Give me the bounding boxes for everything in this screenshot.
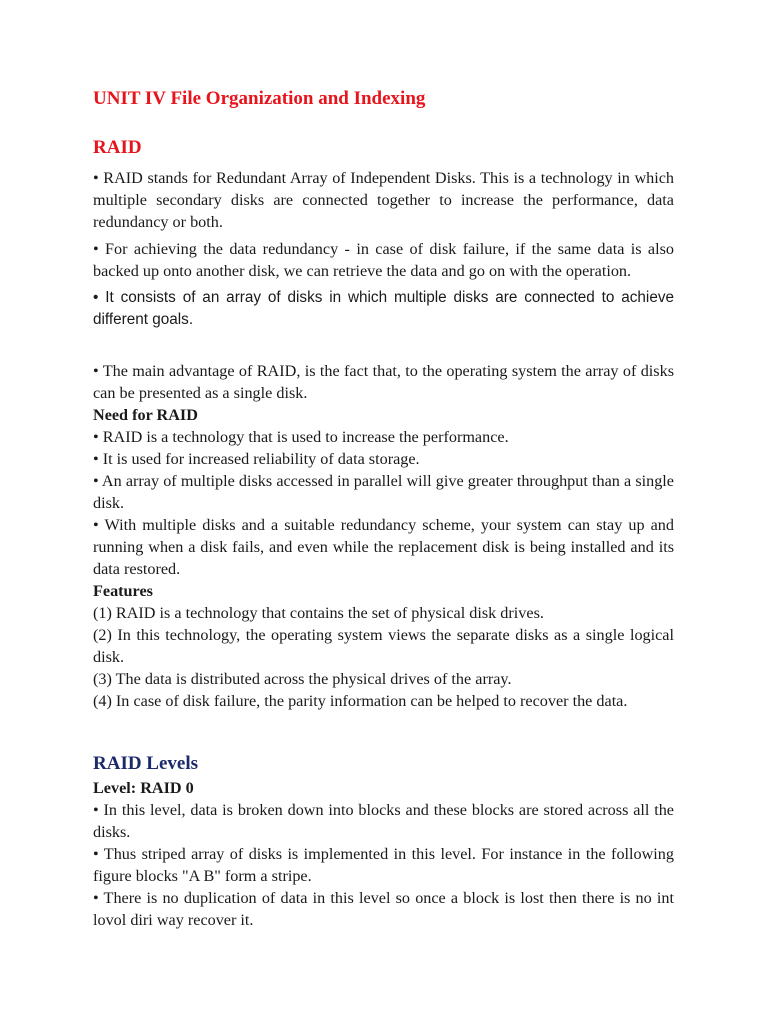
feature-item: (4) In case of disk failure, the parity information can be helped to recover the data. [93, 692, 628, 710]
level0-item: • Thus striped array of disks is implemented in this level. For instance in the following figure blocks "A B" form a stripe. [93, 845, 674, 885]
need-heading: Need for RAID [93, 406, 198, 424]
section-heading-raid: RAID [93, 137, 142, 158]
need-item: • It is used for increased reliability of data storage. [93, 450, 420, 468]
need-item: • An array of multiple disks accessed in parallel will give greater throughput than a single disk. [93, 472, 674, 512]
need-item: • RAID is a technology that is used to increase the performance. [93, 428, 509, 446]
intro-paragraph: • RAID stands for Redundant Array of Independent Disks. This is a technology in which multiple secondary disks are connected together to increase the performance, data redundancy or both. [93, 169, 674, 231]
level0-heading: Level: RAID 0 [93, 779, 194, 797]
level0-item: • In this level, data is broken down into blocks and these blocks are stored across all the disks. [93, 801, 674, 841]
features-heading: Features [93, 582, 153, 600]
feature-item: (2) In this technology, the operating system views the separate disks as a single logical disk. [93, 626, 674, 666]
level0-item: • There is no duplication of data in this level so once a block is lost then there is no int lovol diri way recover it. [93, 889, 674, 929]
need-section [93, 360, 674, 712]
intro-paragraph: • It consists of an array of disks in which multiple disks are connected to achieve different goals. [93, 289, 674, 328]
intro-section [93, 167, 674, 338]
need-item: • With multiple disks and a suitable redundancy scheme, your system can stay up and running when a disk fails, and even while the replacement disk is being installed and its data restored. [93, 516, 674, 578]
document-title: UNIT IV File Organization and Indexing [93, 88, 426, 109]
feature-item: (1) RAID is a technology that contains the set of physical disk drives. [93, 604, 544, 622]
levels-section [93, 751, 674, 931]
intro-paragraph: • For achieving the data redundancy - in case of disk failure, if the same data is also backed up onto another disk, we can retrieve the data and go on with the operation. [93, 240, 674, 280]
feature-item: (3) The data is distributed across the physical drives of the array. [93, 670, 512, 688]
levels-heading: RAID Levels [93, 753, 199, 774]
intro-paragraph: • The main advantage of RAID, is the fact that, to the operating system the array of disks can be presented as a single disk. [93, 362, 674, 402]
